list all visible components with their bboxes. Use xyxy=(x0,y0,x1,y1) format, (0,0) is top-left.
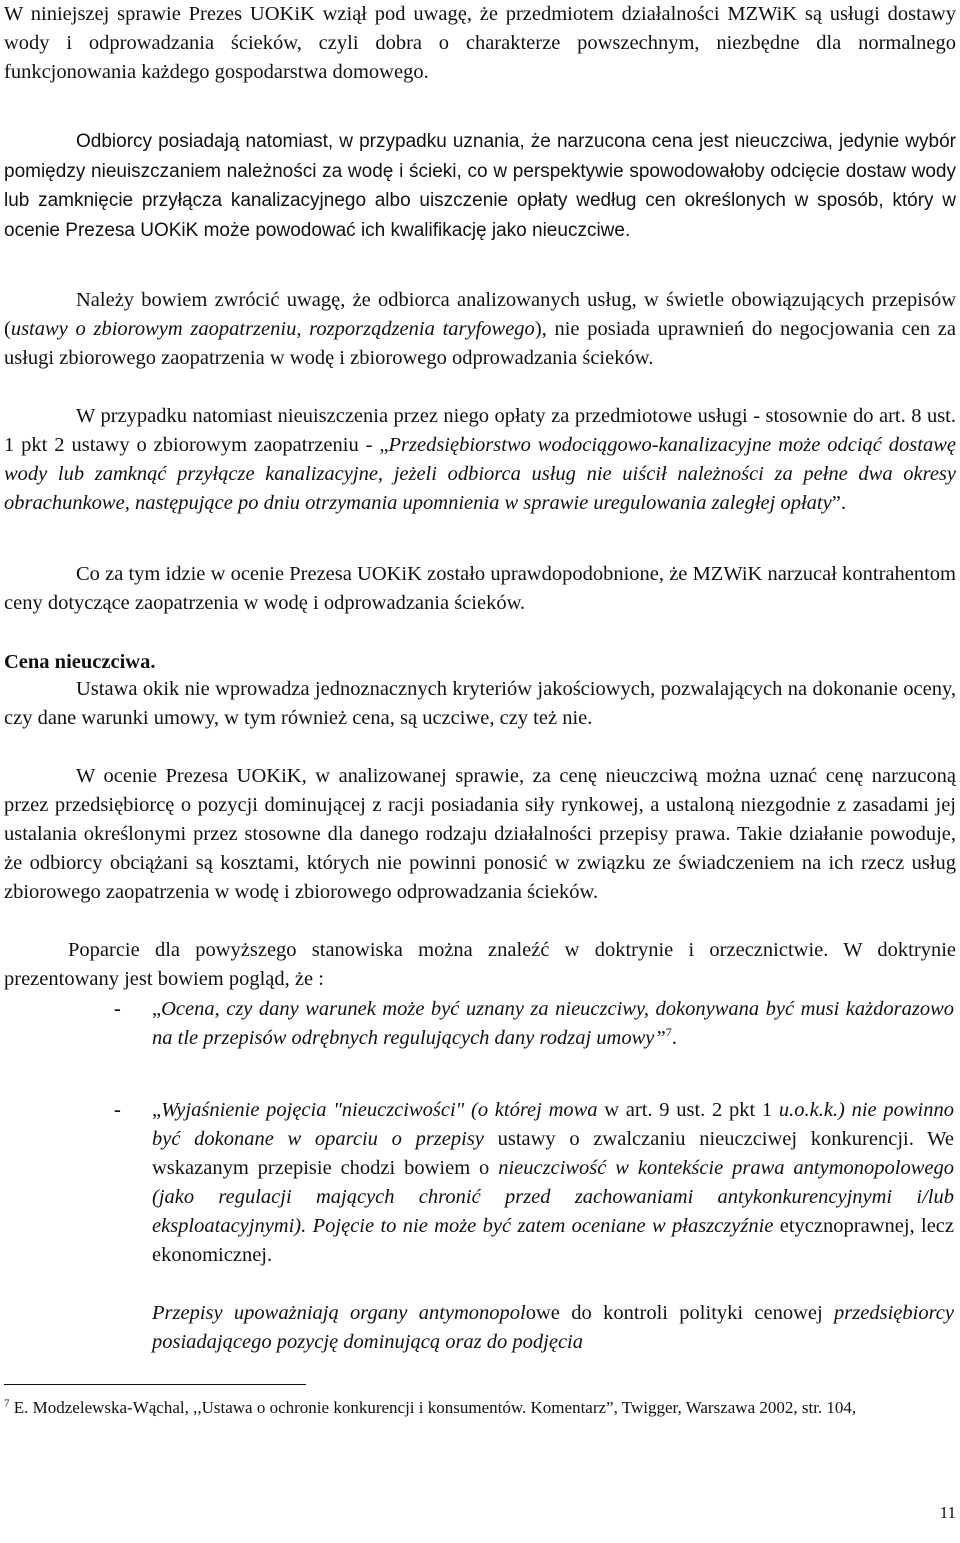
list-dash: - xyxy=(114,998,121,1020)
paragraph-2: Odbiorcy posiadają natomiast, w przypadku uznania, że narzucona cena jest nieuczciwa, jedynie wybór pomiędzy nieuiszczaniem należności za wodę i ścieki, co w perspektywie spowodowałoby odcięcie dostaw wody lub zamknięcie przyłącza kanalizacyjnego albo uiszczenie opłaty według cen określonych w sposób, który w ocenie Prezesa UOKiK może powodować ich kwalifikację jako nieuczciwe. xyxy=(4,131,956,241)
paragraph-3-text-b: ), nie posiada uprawnień do negocjowania cen za usługi zbiorowego zaopatrzenia w wodę i zbiorowego odprowadzania ścieków. xyxy=(4,318,956,369)
paragraph-6: Ustawa okik nie wprowadza jednoznacznych kryteriów jakościowych, pozwalających na dokonanie oceny, czy dane warunki umowy, w tym również cena, są uczciwe, czy też nie. xyxy=(4,678,956,729)
section-heading: Cena nieuczciwa. xyxy=(4,651,156,673)
footnote-number: 7 xyxy=(4,1397,10,1410)
footnote-ref: 7 xyxy=(665,1025,672,1040)
paragraph-8: Poparcie dla powyższego stanowiska można znaleźć w doktrynie i orzecznictwie. W doktrynie prezentowany jest bowiem pogląd, że : xyxy=(4,939,956,990)
page-number: 11 xyxy=(939,1503,956,1522)
paragraph-4 xyxy=(4,402,956,518)
paragraph-4-quote: Przedsiębiorstwo wodociągowo-kanalizacyjne może odciąć dostawę wody lub zamknąć przyłącze kanalizacyjne, jeżeli odbiorca usług nie uiścił należności za pełne dwa okresy obrachunkowe, następujące po dniu otrzymania upomnienia w sprawie uregulowania zaległej opłaty xyxy=(4,434,956,514)
paragraph-4-text-b: ”. xyxy=(831,492,846,514)
list-item-1: - „Ocena, czy dany warunek może być uznany za nieuczciwy, dokonywana być musi każdorazowo na tle przepisów odrębnych regulujących dany rodzaj umowy”$^7$. xyxy=(116,995,954,1053)
footnote xyxy=(4,1393,956,1423)
list-dash: - xyxy=(114,1099,121,1121)
list-item-3: Przepisy upoważniają organy antymonopolowe do kontroli polityki cenowej przedsiębiorcy posiadającego pozycję dominującą oraz do podjęcia xyxy=(152,1302,954,1353)
paragraph-5: Co za tym idzie w ocenie Prezesa UOKiK zostało uprawdopodobnione, że MZWiK narzucał kontrahentom ceny dotyczące zaopatrzenia w wodę i odprowadzania ścieków. xyxy=(4,563,956,614)
paragraph-1: W niniejszej sprawie Prezes UOKiK wziął pod uwagę, że przedmiotem działalności MZWiK są usługi dostawy wody i odprowadzania ścieków, czyli dobra o charakterze powszechnym, niezbędne dla normalnego funkcjonowania każdego gospodarstwa domowego. xyxy=(4,3,956,83)
list-item-2: - „Wyjaśnienie pojęcia "nieuczciwości" (o której mowa w art. 9 ust. 2 pkt 1 u.o.k.k.) nie powinno być dokonane w oparciu o przepisy ustawy o zwalczaniu nieuczciwej konkurencji. We wskazanym przepisie chodzi bowiem o nieuczciwość w kontekście prawa antymonopolowego (jako regulacji mających chronić przed zachowaniami antykonkurencyjnymi i/lub eksploatacyjnymi). Pojęcie to nie może być zatem oceniane w płaszczyźnie etycznoprawnej, lecz ekonomicznej. xyxy=(116,1096,954,1270)
footnote-separator xyxy=(4,1384,306,1385)
paragraph-7: W ocenie Prezesa UOKiK, w analizowanej sprawie, za cenę nieuczciwą można uznać cenę narzuconą przez przedsiębiorcę o pozycji dominującej z racji posiadania siły rynkowej, a ustaloną niezgodnie z zasadami jej ustalania określonymi przez stosowne dla danego rodzaju działalności przepisy prawa. Takie działanie powoduje, że odbiorcy obciążani są kosztami, których nie powinni ponosić w związku ze świadczeniem na ich rzecz usług zbiorowego zaopatrzenia w wodę i zbiorowego odprowadzania ścieków. xyxy=(4,765,956,903)
paragraph-3-italic: ustawy o zbiorowym zaopatrzeniu, rozporządzenia taryfowego xyxy=(10,318,535,340)
paragraph-3-text-a: Należy bowiem zwrócić uwagę, że odbiorca analizowanych usług, w świetle obowiązujących przepisów ( xyxy=(4,289,956,340)
footnote-text: E. Modzelewska-Wąchal, ,,Ustawa o ochronie konkurencji i konsumentów. Komentarz”, Twigger, Warszawa 2002, str. 104, xyxy=(9,1398,857,1417)
paragraph-4-text-a: W przypadku natomiast nieuiszczenia przez niego opłaty za przedmiotowe usługi - stosownie do art. 8 ust. 1 pkt 2 ustawy o zbiorowym zaopatrzeniu - „ xyxy=(4,405,956,456)
quote-text: Ocena, czy dany warunek może być uznany za nieuczciwy, dokonywana być musi każdorazowo na tle przepisów odrębnych regulujących dany rodzaj umowy xyxy=(152,998,954,1049)
paragraph-3 xyxy=(4,286,956,373)
